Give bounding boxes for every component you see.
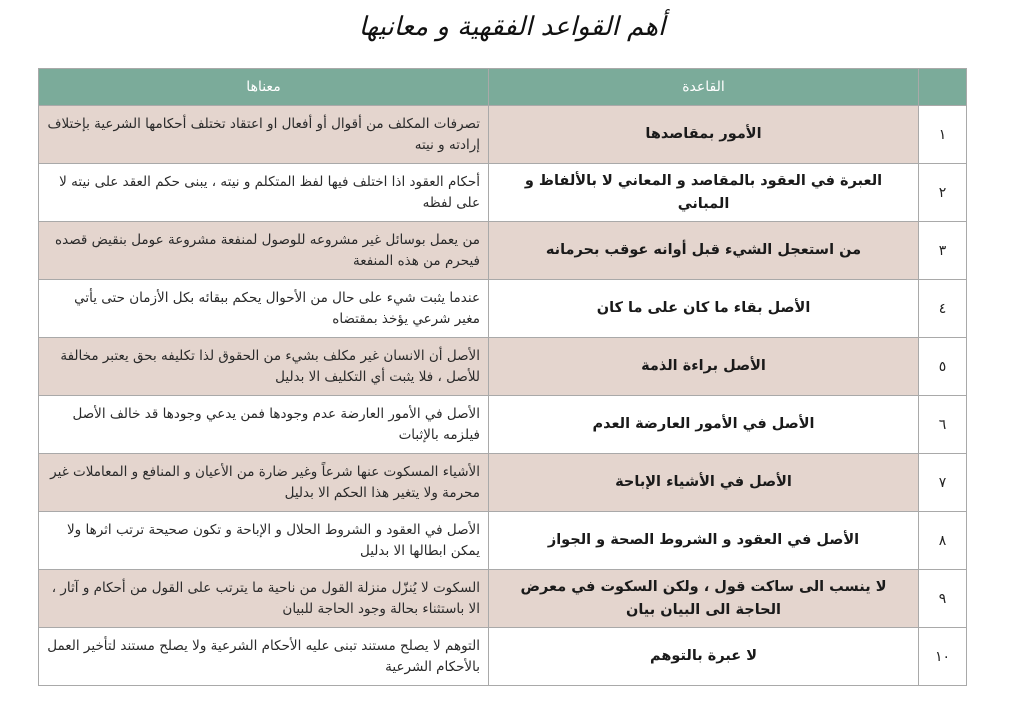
row-number: ١٠	[919, 628, 967, 686]
meaning-cell: عندما يثبت شيء على حال من الأحوال يحكم ببقائه بكل الأزمان حتى يأتي مغير شرعي يؤخذ بمقتضاه	[39, 280, 489, 338]
meaning-cell: أحكام العقود اذا اختلف فيها لفظ المتكلم و نيته ، يبنى حكم العقد على نيته لا على لفظه	[39, 164, 489, 222]
table-row	[39, 164, 967, 222]
rule-cell: لا عبرة بالتوهم	[489, 628, 919, 686]
rule-cell: الأمور بمقاصدها	[489, 106, 919, 164]
row-number: ٤	[919, 280, 967, 338]
table-row	[39, 106, 967, 164]
meaning-cell: تصرفات المكلف من أقوال أو أفعال او اعتقاد تختلف أحكامها الشرعية بإختلاف إرادته و نيته	[39, 106, 489, 164]
table-row	[39, 222, 967, 280]
table-row	[39, 280, 967, 338]
row-number: ٥	[919, 338, 967, 396]
rule-cell: الأصل في الأشياء الإباحة	[489, 454, 919, 512]
meaning-cell: الأصل في الأمور العارضة عدم وجودها فمن يدعي وجودها قد خالف الأصل فيلزمه بالإثبات	[39, 396, 489, 454]
rule-cell: الأصل براءة الذمة	[489, 338, 919, 396]
table-header-row	[39, 69, 967, 106]
meaning-cell: الأصل في العقود و الشروط الحلال و الإباحة و تكون صحيحة ترتب اثرها ولا يمكن ابطالها الا بدليل	[39, 512, 489, 570]
meaning-cell: التوهم لا يصلح مستند تبنى عليه الأحكام الشرعية ولا يصلح مستند لتأخير العمل بالأحكام الشرعية	[39, 628, 489, 686]
meaning-cell: السكوت لا يُنزّل منزلة القول من ناحية ما يترتب على القول من أحكام و آثار ، الا باستثناء بحالة وجود الحاجة للبيان	[39, 570, 489, 628]
row-number: ٣	[919, 222, 967, 280]
table-row	[39, 338, 967, 396]
meaning-cell: الأشياء المسكوت عنها شرعاً وغير ضارة من الأعيان و المنافع و المعاملات غير محرمة ولا يتغير هذا الحكم الا بدليل	[39, 454, 489, 512]
rule-cell: العبرة في العقود بالمقاصد و المعاني لا بالألفاظ و المباني	[489, 164, 919, 222]
rule-cell: لا ينسب الى ساكت قول ، ولكن السكوت في معرض الحاجة الى البيان بيان	[489, 570, 919, 628]
meaning-cell: من يعمل بوسائل غير مشروعه للوصول لمنفعة مشروعة عومل بنقيض قصده فيحرم من هذه المنفعة	[39, 222, 489, 280]
header-rule: القاعدة	[489, 69, 919, 106]
rules-table	[38, 68, 967, 686]
meaning-cell: الأصل أن الانسان غير مكلف بشيء من الحقوق لذا تكليفه بحق يعتبر مخالفة للأصل ، فلا يثبت أي التكليف الا بدليل	[39, 338, 489, 396]
header-meaning: معناها	[39, 69, 489, 106]
table-row	[39, 570, 967, 628]
row-number: ١	[919, 106, 967, 164]
rule-cell: الأصل في الأمور العارضة العدم	[489, 396, 919, 454]
row-number: ٧	[919, 454, 967, 512]
row-number: ٢	[919, 164, 967, 222]
row-number: ٨	[919, 512, 967, 570]
rule-cell: من استعجل الشيء قبل أوانه عوقب بحرمانه	[489, 222, 919, 280]
table-row	[39, 454, 967, 512]
header-number	[919, 69, 967, 106]
table-row	[39, 396, 967, 454]
page-title: أهم القواعد الفقهية و معانيها	[358, 12, 666, 42]
rule-cell: الأصل في العقود و الشروط الصحة و الجواز	[489, 512, 919, 570]
rule-cell: الأصل بقاء ما كان على ما كان	[489, 280, 919, 338]
table-row	[39, 628, 967, 686]
row-number: ٩	[919, 570, 967, 628]
row-number: ٦	[919, 396, 967, 454]
table-row	[39, 512, 967, 570]
